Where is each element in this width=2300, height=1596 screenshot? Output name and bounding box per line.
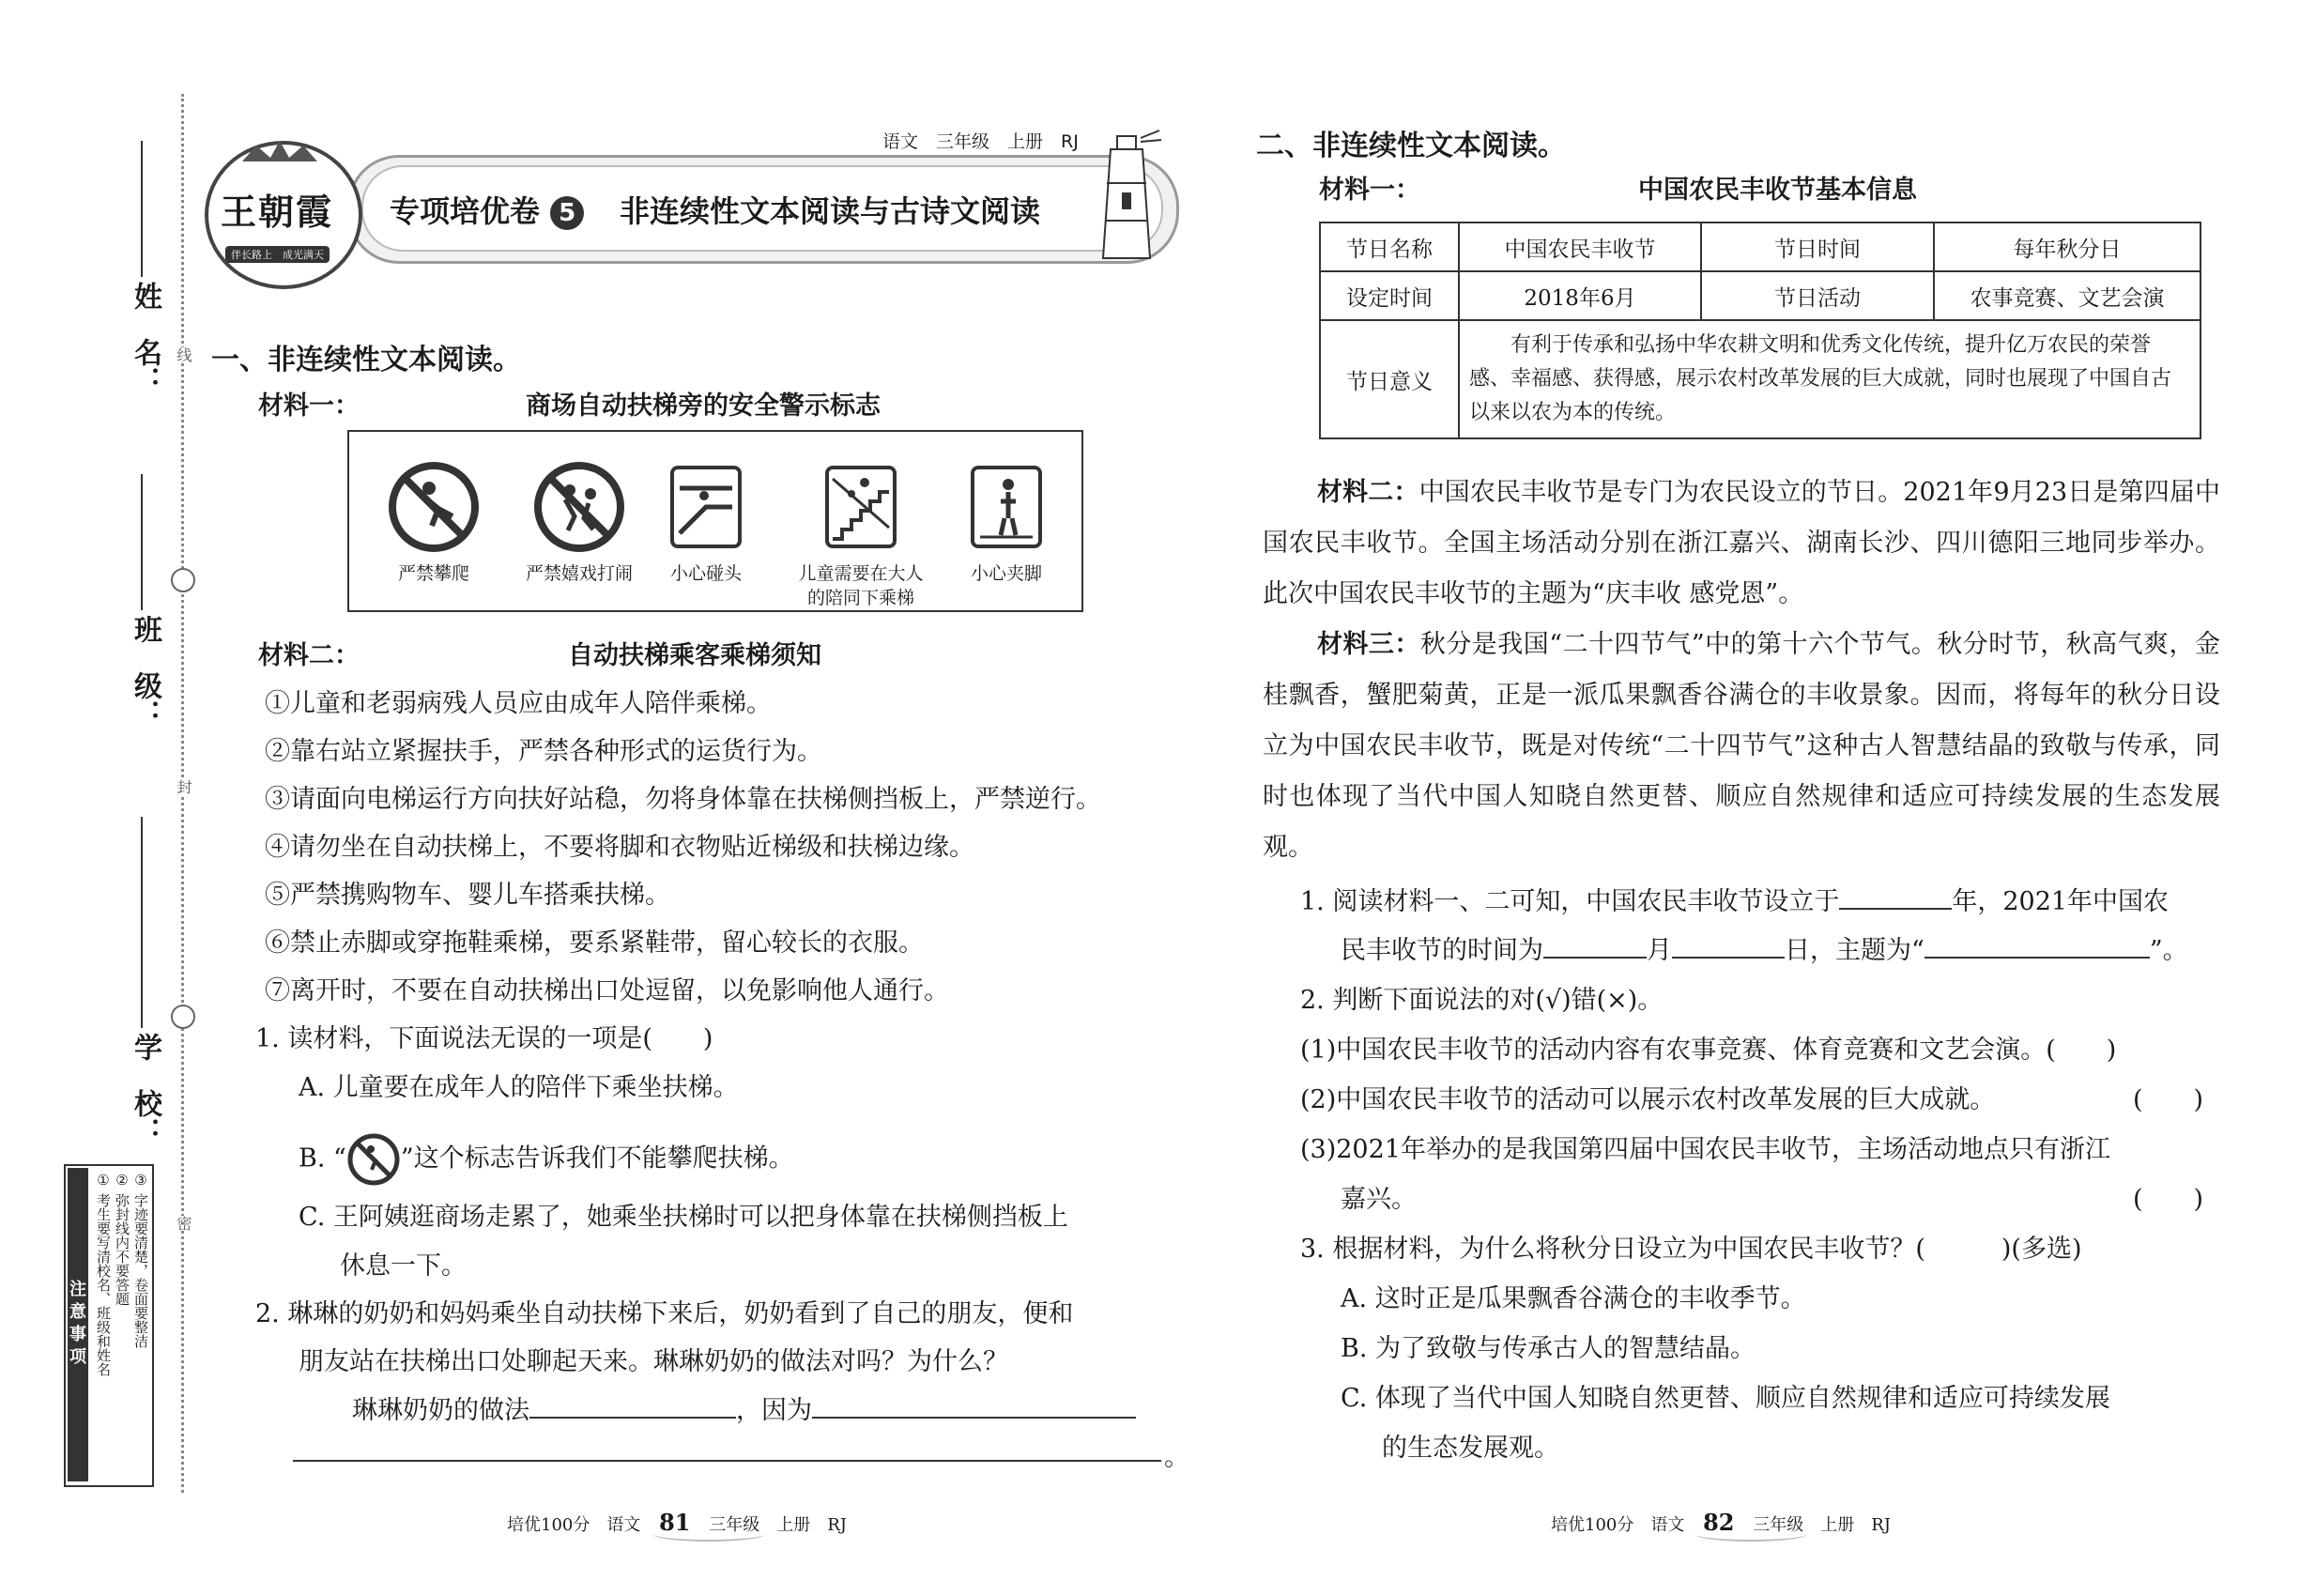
r-q1-day-blank[interactable] (1672, 932, 1785, 959)
r-q1-month: 月 (1647, 936, 1672, 965)
rule-item: ③请面向电梯运行方向扶好站稳，勿将身体靠在扶梯侧挡板上，严禁逆行。 (265, 785, 1101, 814)
material-1-label: 材料一： (258, 391, 360, 421)
sign-caption: 严禁嬉戏打闹 (525, 563, 633, 584)
r-q2-statement-3-cont: 嘉兴。 (1341, 1185, 1417, 1214)
cut-word: 线 (175, 347, 192, 362)
school-label: 学 校： (129, 1033, 161, 1145)
sign-mind-head (650, 460, 762, 586)
school-field[interactable] (141, 817, 143, 1028)
table-cell-significance: 有利于传承和弘扬中华农耕文明和优秀文化传统，提升亿万农民的荣誉感、幸福感、获得感，展示农村改革发展的巨大成就，同时也展现了中国自古以来以农为本的传统。 (1459, 320, 2200, 438)
table-cell: 农事竞赛、文艺会演 (1934, 271, 2200, 320)
rule-item: ②靠右站立紧握扶手，严禁各种形式的运货行为。 (265, 737, 822, 766)
footer-decoration (1694, 1527, 1807, 1542)
q1-option-b-text: ”这个标志告诉我们不能攀爬扶梯。 (400, 1143, 794, 1174)
title-prefix (390, 188, 584, 231)
rule-item: ④请勿坐在自动扶梯上，不要将脚和衣物贴近梯级和扶梯边缘。 (265, 833, 974, 862)
footer-left-post: 三年级 上册 RJ (709, 1515, 848, 1535)
subject-line: 语文 三年级 上册 RJ (882, 131, 1079, 152)
table-cell: 节日活动 (1701, 271, 1934, 320)
q2-end-mark: 。 (1164, 1443, 1189, 1472)
r-q1-text-5: ”。 (2149, 936, 2188, 965)
sign-mind-feet (950, 460, 1063, 586)
harvest-festival-table (1319, 222, 2201, 439)
material-1-title: 商场自动扶梯旁的安全警示标志 (526, 391, 881, 421)
r-q2-statement-1: (1)中国农民丰收节的活动内容有农事竞赛、体育竞赛和文艺会演。( ) (1300, 1036, 2117, 1065)
rule-item: ⑦离开时，不要在自动扶梯出口处逗留，以免影响他人通行。 (265, 976, 949, 1005)
r-material-3-label: 材料三： (1317, 630, 1420, 659)
table-cell: 设定时间 (1320, 271, 1459, 320)
table-cell: 节日时间 (1701, 223, 1934, 271)
notice-item: ② 弥封线内不要答题 (114, 1172, 130, 1306)
table-cell: 每年秋分日 (1934, 223, 2200, 271)
child-accompany-icon (814, 460, 908, 554)
q2-answer-prefix: 琳琳奶奶的做法 (352, 1396, 529, 1425)
r-q2-answer-3[interactable]: ( ) (2133, 1185, 2204, 1214)
r-material-2-text: 中国农民丰收节是专门为农民设立的节日。2021年9月23日是第四届中国农民丰收节。全国主场活动分别在浙江嘉兴、湖南长沙、四川德阳三地同步举办。此次中国农民丰收节的主题为“庆丰收 感党恩”。 (1263, 478, 2220, 608)
no-climbing-icon (387, 460, 481, 554)
logo-text: 王朝霞 (221, 191, 334, 233)
warning-signs-box (347, 430, 1083, 612)
table-row (1320, 271, 2200, 320)
r-q3-option-b: B. 为了致敬与传承古人的智慧结晶。 (1341, 1334, 1756, 1363)
page-number-left: 81 (659, 1509, 691, 1536)
r-q3-option-c: C. 体现了当代中国人知晓自然更替、顺应自然规律和适应可持续发展 (1341, 1384, 2110, 1413)
q1-option-b (299, 1132, 794, 1187)
notice-box (64, 1164, 154, 1487)
sign-caption: 儿童需要在大人的陪同下乘梯 (798, 563, 924, 608)
notice-title: 注意事项 (68, 1168, 88, 1481)
notice-item: ① 考生要写清校名、班级和姓名 (95, 1172, 112, 1376)
table-cell: 节日名称 (1320, 223, 1459, 271)
sign-caption: 严禁攀爬 (397, 563, 469, 584)
r-q2-statement-3: (3)2021年举办的是我国第四届中国农民丰收节，主场活动地点只有浙江 (1300, 1135, 2110, 1164)
question-2-cont: 朋友站在扶梯出口处聊起天来。琳琳奶奶的做法对吗？为什么？ (299, 1347, 1008, 1376)
logo-motto: 伴长路上 成光满天 (225, 246, 330, 263)
section-1-heading: 一、非连续性文本阅读。 (211, 344, 521, 376)
rule-item: ⑤严禁携购物车、婴儿车搭乘扶梯。 (265, 881, 670, 910)
r-material-3-text: 秋分是我国“二十四节气”中的第十六个节气。秋分时节，秋高气爽，金桂飘香，蟹肥菊黄，正是一派瓜果飘香谷满仓的丰收景象。因而，将每年的秋分日设立为中国农民丰收节，既是对传统“二十四节气”这种古人智慧结晶的致敬与传承，同时也体现了当代中国人知晓自然更替、顺应自然规律和适应可持续发展的生态发展观。 (1263, 630, 2220, 862)
no-climbing-icon (346, 1132, 401, 1187)
seal-circle (171, 568, 195, 592)
q2-answer-blank[interactable] (529, 1392, 736, 1419)
r-q2-answer-2[interactable]: ( ) (2133, 1085, 2204, 1114)
r-q2-statement-2: (2)中国农民丰收节的活动可以展示农村改革发展的巨大成就。 (1300, 1085, 1996, 1114)
title-prefix-text: 专项培优卷 (390, 193, 541, 229)
question-1: 1. 读材料，下面说法无误的一项是( ) (255, 1024, 713, 1053)
no-playing-icon (532, 460, 626, 554)
sign-caption: 小心碰头 (669, 563, 742, 584)
q2-answer-because: ，因为 (736, 1396, 812, 1425)
r-material-2-label: 材料二： (1317, 478, 1419, 507)
lighthouse-icon (1084, 127, 1169, 268)
footer-right-pre: 培优100分 语文 (1551, 1515, 1685, 1535)
q1-option-c-cont: 休息一下。 (340, 1251, 467, 1281)
q2-reason-blank[interactable] (812, 1392, 1136, 1419)
r-question-2: 2. 判断下面说法的对(√)错(×)。 (1300, 986, 1664, 1015)
table-row (1320, 223, 2200, 271)
r-q1-text-4: 日，主题为“ (1785, 936, 1924, 965)
sign-no-climbing (377, 460, 490, 586)
footer-right-post: 三年级 上册 RJ (1753, 1515, 1892, 1535)
q2-answer-line (352, 1389, 1136, 1426)
name-label: 姓 名： (129, 282, 161, 394)
r-q1-text-3: 民丰收节的时间为 (1341, 936, 1543, 965)
q1-option-a: A. 儿童要在成年人的陪伴下乘坐扶梯。 (299, 1073, 739, 1102)
q2-reason-line[interactable] (293, 1460, 1161, 1462)
q1-option-c: C. 王阿姨逛商场走累了，她乘坐扶梯时可以把身体靠在扶梯侧挡板上 (299, 1203, 1068, 1232)
page-number-right: 82 (1703, 1509, 1735, 1536)
table-cell: 中国农民丰收节 (1459, 223, 1701, 271)
title-number-badge: 5 (550, 196, 584, 230)
rule-item: ①儿童和老弱病残人员应由成年人陪伴乘梯。 (265, 689, 772, 718)
r-question-3: 3. 根据材料，为什么将秋分日设立为中国农民丰收节？( )(多选) (1300, 1235, 2082, 1264)
r-q1-year-blank[interactable] (1839, 883, 1952, 910)
name-field[interactable] (141, 141, 143, 277)
r-q1-theme-blank[interactable] (1924, 932, 2150, 959)
rule-item: ⑥禁止赤脚或穿拖鞋乘梯，要系紧鞋带，留心较长的衣服。 (265, 928, 924, 958)
question-2: 2. 琳琳的奶奶和妈妈乘坐自动扶梯下来后，奶奶看到了自己的朋友，便和 (255, 1299, 1074, 1328)
seal-circle (171, 1005, 195, 1029)
section-2-heading: 二、非连续性文本阅读。 (1256, 130, 1566, 162)
table-cell: 节日意义 (1320, 320, 1459, 438)
sign-no-playing (523, 460, 636, 586)
table-row (1320, 320, 2200, 438)
cut-word: 封 (175, 779, 192, 794)
sign-child-accompany (790, 460, 931, 610)
r-material-1-label: 材料一： (1319, 176, 1420, 205)
class-label: 班 级： (129, 615, 161, 728)
r-material-1-title: 中国农民丰收节基本信息 (1638, 176, 1917, 205)
q1-option-b-prefix: B. “ (299, 1143, 346, 1174)
r-q3-option-c-cont: 的生态发展观。 (1382, 1434, 1559, 1463)
notice-item: ③ 字迹要清楚，卷面要整洁 (132, 1172, 149, 1348)
r-question-1-cont (1341, 929, 2188, 966)
footer-left-pre: 培优100分 语文 (507, 1515, 641, 1535)
class-field[interactable] (141, 474, 143, 610)
r-q3-option-a: A. 这时正是瓜果飘香谷满仓的丰收季节。 (1341, 1284, 1806, 1313)
table-cell: 2018年6月 (1459, 271, 1701, 320)
cut-word: 密 (175, 1216, 192, 1231)
material-2-label: 材料二： (258, 641, 360, 670)
r-q1-month-blank[interactable] (1543, 932, 1647, 959)
sign-caption: 小心夹脚 (970, 563, 1042, 584)
footer-decoration (652, 1527, 765, 1542)
page-title: 非连续性文本阅读与古诗文阅读 (620, 193, 1041, 229)
mind-head-icon (659, 460, 753, 554)
r-q1-text-2: 年，2021年中国农 (1952, 887, 2170, 916)
mind-feet-icon (959, 460, 1053, 554)
material-2-title: 自动扶梯乘客乘梯须知 (568, 641, 821, 670)
r-question-1 (1300, 881, 2169, 917)
material-2-paragraph (1263, 468, 2220, 620)
material-3-paragraph (1263, 620, 2220, 873)
r-q1-text: 1. 阅读材料一、二可知，中国农民丰收节设立于 (1300, 887, 1840, 916)
